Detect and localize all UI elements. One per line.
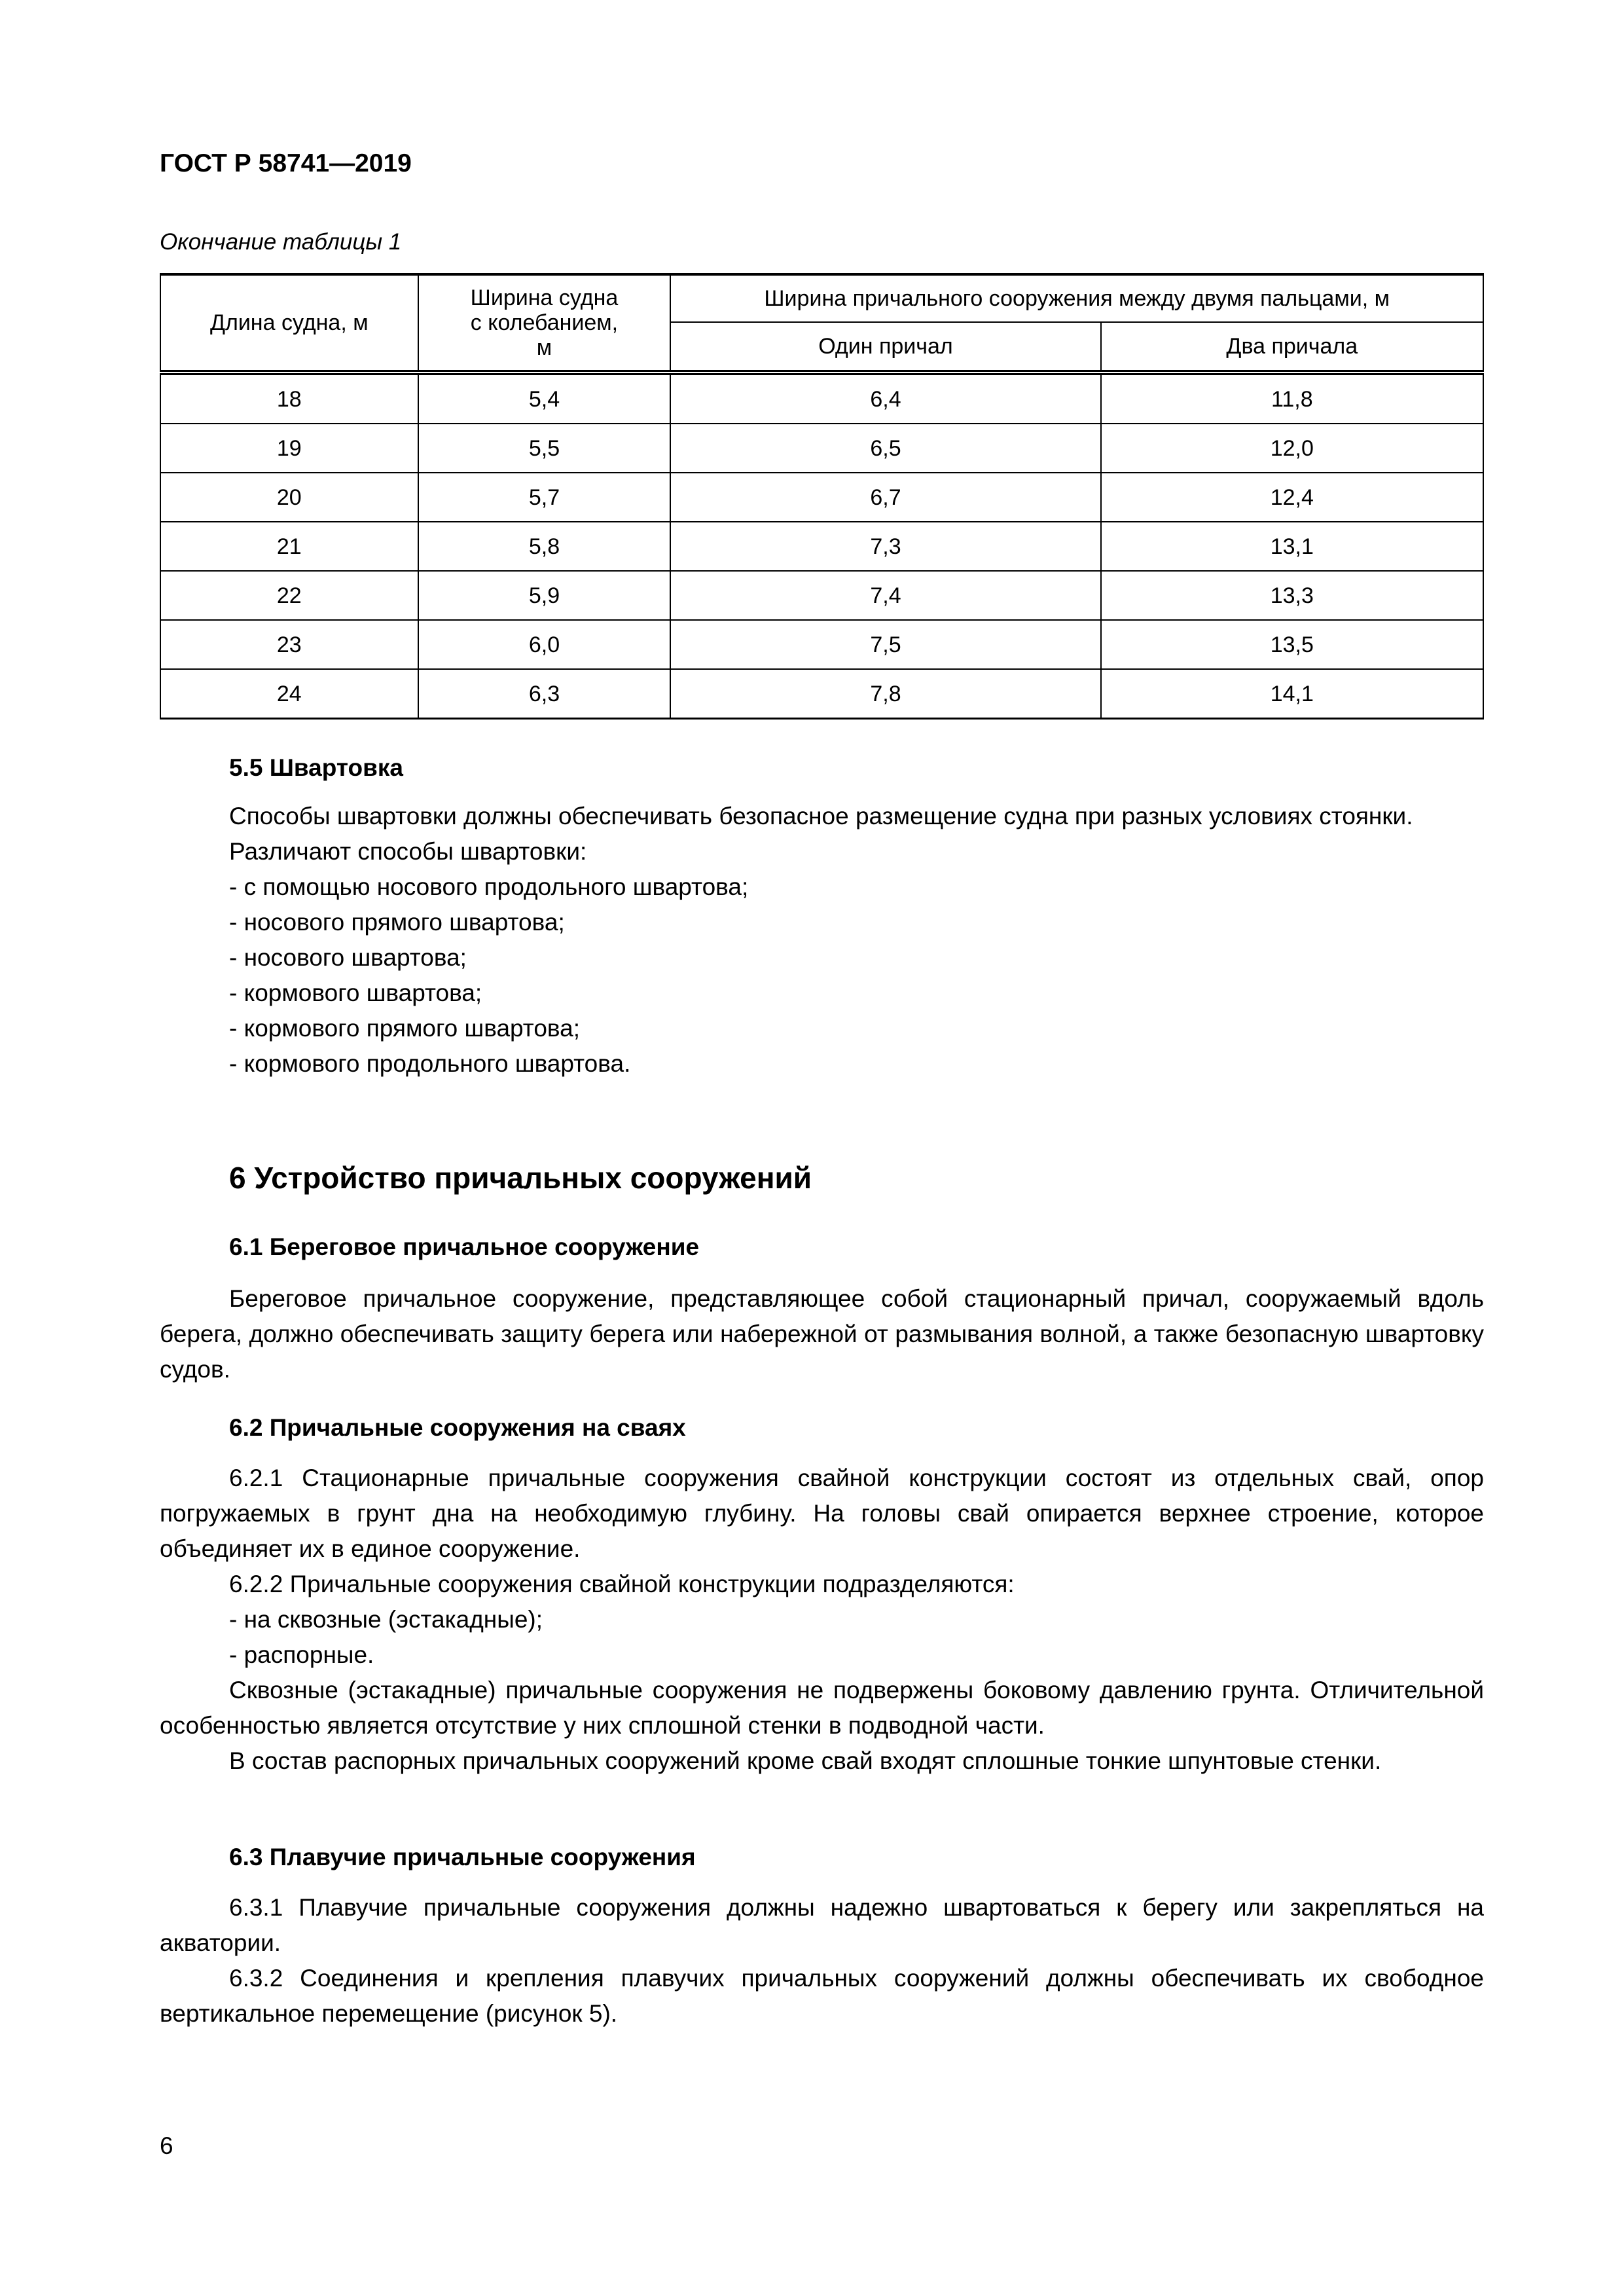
table-row xyxy=(160,522,1483,571)
table-cell: 24 xyxy=(160,669,418,719)
paragraph: Береговое причальное сооружение, представляющее собой стационарный причал, сооружаемый вдоль берега, должно обеспечивать защиту берега или набережной от размывания волной, а также безопасную швартовку судов. xyxy=(160,1285,1484,1383)
table-cell: 5,9 xyxy=(418,571,671,620)
paragraph: 6.3.2 Соединения и крепления плавучих причальных сооружений должны обеспечивать их свободное вертикальное перемещение (рисунок 5). xyxy=(160,1965,1484,2027)
table-cell: 7,3 xyxy=(670,522,1100,571)
table-cell: 22 xyxy=(160,571,418,620)
table-caption: Окончание таблицы 1 xyxy=(160,229,402,255)
table-row xyxy=(160,620,1483,669)
table-cell: 13,1 xyxy=(1101,522,1483,571)
table-cell: 6,7 xyxy=(670,473,1100,522)
table-cell: 19 xyxy=(160,424,418,473)
col-header-group: Ширина причального сооружения между двумя пальцами, м xyxy=(670,274,1483,322)
section-heading: 6.3 Плавучие причальные сооружения xyxy=(229,1844,696,1870)
section-6-2 xyxy=(160,1410,1484,1446)
list-item: - носового швартова; xyxy=(229,944,467,971)
paragraph: Сквозные (эстакадные) причальные сооружения не подвержены боковому давлению грунта. Отличительной особенностью является отсутствие у них сплошной стенки в подводной части. xyxy=(160,1677,1484,1739)
table-row xyxy=(160,373,1483,424)
page-number: 6 xyxy=(160,2132,173,2159)
section-heading: 6.2 Причальные сооружения на сваях xyxy=(229,1414,686,1441)
table-row xyxy=(160,571,1483,620)
document-id: ГОСТ Р 58741—2019 xyxy=(160,149,412,177)
paragraph: 6.3.1 Плавучие причальные сооружения должны надежно швартоваться к берегу или закрепляться на акватории. xyxy=(160,1894,1484,1956)
table-row xyxy=(160,669,1483,719)
paragraph: Различают способы швартовки: xyxy=(229,838,587,865)
table-cell: 12,4 xyxy=(1101,473,1483,522)
col-header-width xyxy=(418,274,671,373)
table-cell: 20 xyxy=(160,473,418,522)
vessel-width-table xyxy=(160,273,1484,720)
section-6-2-body xyxy=(160,1461,1484,1779)
section-6-3-body xyxy=(160,1890,1484,2032)
table-cell: 5,8 xyxy=(418,522,671,571)
col-header-one-berth: Один причал xyxy=(670,322,1100,373)
chapter-heading: 6 Устройство причальных сооружений xyxy=(229,1161,812,1195)
table-cell: 6,3 xyxy=(418,669,671,719)
list-item: - на сквозные (эстакадные); xyxy=(229,1606,543,1633)
table-cell: 6,5 xyxy=(670,424,1100,473)
table-cell: 6,0 xyxy=(418,620,671,669)
list-item: - кормового продольного швартова. xyxy=(229,1050,631,1077)
table-cell: 14,1 xyxy=(1101,669,1483,719)
col-header-length: Длина судна, м xyxy=(160,274,418,373)
list-item: - кормового швартова; xyxy=(229,979,482,1006)
list-item: - носового прямого швартова; xyxy=(229,909,565,936)
table-cell: 5,4 xyxy=(418,373,671,424)
section-6-3 xyxy=(160,1840,1484,1875)
table-cell: 7,5 xyxy=(670,620,1100,669)
section-5-5-body xyxy=(160,799,1484,1082)
table-cell: 21 xyxy=(160,522,418,571)
list-item: - с помощью носового продольного швартова; xyxy=(229,873,749,900)
section-6 xyxy=(160,1160,1484,1195)
table-row xyxy=(160,473,1483,522)
table-cell: 13,5 xyxy=(1101,620,1483,669)
section-6-1 xyxy=(160,1230,1484,1265)
table-cell: 7,4 xyxy=(670,571,1100,620)
col-header-width-text: Ширина судна с колебанием, м xyxy=(470,285,619,360)
table-cell: 5,7 xyxy=(418,473,671,522)
paragraph: В состав распорных причальных сооружений кроме свай входят сплошные тонкие шпунтовые стенки. xyxy=(229,1747,1382,1774)
paragraph: 6.2.1 Стационарные причальные сооружения свайной конструкции состоят из отдельных свай, опор погружаемых в грунт дна на необходимую глубину. На головы свай опирается верхнее строение, которое объединяет их в единое сооружение. xyxy=(160,1465,1484,1562)
table-cell: 23 xyxy=(160,620,418,669)
list-item: - распорные. xyxy=(229,1641,374,1668)
section-5-5 xyxy=(160,750,1484,786)
col-header-two-berths: Два причала xyxy=(1101,322,1483,373)
list-item: - кормового прямого швартова; xyxy=(229,1015,580,1042)
paragraph: 6.2.2 Причальные сооружения свайной конструкции подразделяются: xyxy=(229,1571,1015,1597)
section-6-1-body xyxy=(160,1281,1484,1387)
table-cell: 5,5 xyxy=(418,424,671,473)
paragraph: Способы швартовки должны обеспечивать безопасное размещение судна при разных условиях стоянки. xyxy=(229,803,1413,829)
table-cell: 11,8 xyxy=(1101,373,1483,424)
table-cell: 12,0 xyxy=(1101,424,1483,473)
table-cell: 18 xyxy=(160,373,418,424)
section-heading: 6.1 Береговое причальное сооружение xyxy=(229,1233,700,1260)
table-cell: 6,4 xyxy=(670,373,1100,424)
table-cell: 7,8 xyxy=(670,669,1100,719)
table-cell: 13,3 xyxy=(1101,571,1483,620)
section-heading: 5.5 Швартовка xyxy=(229,754,403,781)
table-row xyxy=(160,424,1483,473)
